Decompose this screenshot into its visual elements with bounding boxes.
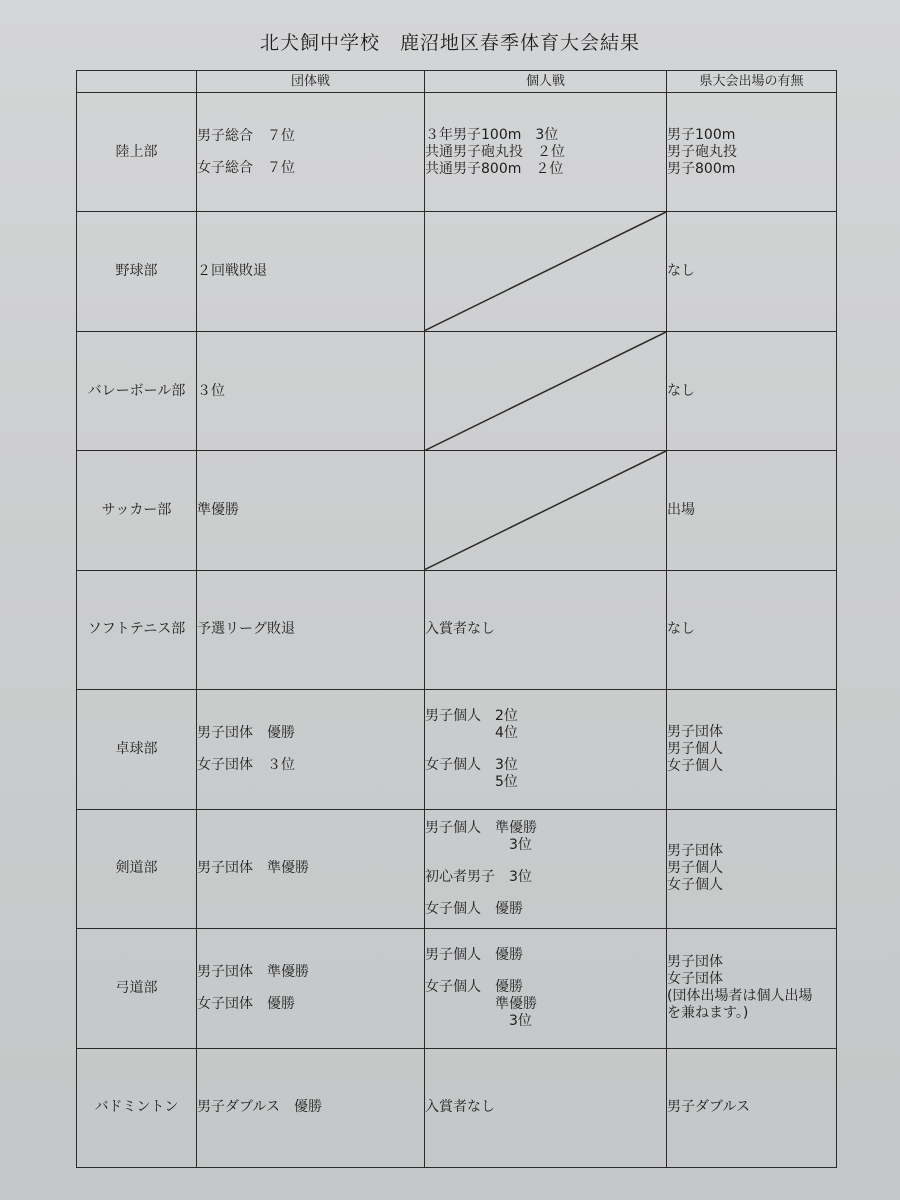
- cell-line: 男子団体: [667, 723, 723, 740]
- page-title: 北犬飼中学校 鹿沼地区春季体育大会結果: [259, 32, 640, 54]
- cell-line: 3位: [425, 1012, 532, 1029]
- table-row: [77, 929, 837, 1048]
- header-individual: 個人戦: [425, 71, 667, 93]
- cell-line: 男子個人 優勝: [425, 946, 523, 963]
- line-gap: [425, 964, 666, 979]
- diagonal-slash: [425, 212, 666, 330]
- club-name: 弓道部: [77, 929, 197, 1048]
- cell-line: 準優勝: [425, 995, 537, 1012]
- club-name: 卓球部: [77, 690, 197, 809]
- header-row: [77, 71, 837, 93]
- cell-line: 男子総合 ７位: [197, 127, 295, 144]
- cell-line: 男子団体 準優勝: [197, 963, 309, 980]
- individual-result: [425, 929, 667, 1048]
- cell-line: 女子個人: [667, 877, 723, 894]
- line-gap: [197, 742, 424, 757]
- header-team: 団体戦: [197, 71, 425, 93]
- table-row: [77, 93, 837, 212]
- cell-line: 3位: [425, 836, 532, 853]
- line-gap: [425, 886, 666, 901]
- line-gap: [197, 145, 424, 160]
- results-table: [76, 70, 837, 1168]
- table-row: [77, 809, 837, 928]
- team-result: [197, 1048, 425, 1168]
- prefectural-entry: [667, 1048, 837, 1168]
- cell-line: 入賞者なし: [425, 621, 495, 638]
- slash-line: [425, 332, 666, 450]
- diagonal-slash: [425, 451, 666, 569]
- individual-result: [425, 570, 667, 689]
- cell-line: 女子団体: [667, 971, 723, 988]
- cell-line: 男子団体: [667, 843, 723, 860]
- table-row: [77, 570, 837, 689]
- header-prefectural: 県大会出場の有無: [667, 71, 837, 93]
- prefectural-entry: [667, 570, 837, 689]
- club-name: バドミントン: [77, 1048, 197, 1168]
- cell-line: 男子個人 2位: [425, 707, 518, 724]
- club-name: サッカー部: [77, 451, 197, 570]
- cell-line: なし: [667, 263, 695, 280]
- table-row: [77, 212, 837, 331]
- cell-line: 男子個人 準優勝: [425, 819, 537, 836]
- cell-line: 男子ダブルス: [667, 1099, 751, 1116]
- cell-line: 予選リーグ敗退: [197, 621, 295, 638]
- not-applicable-cell: [425, 451, 667, 570]
- cell-line: ３年男子100m 3位: [425, 126, 559, 143]
- cell-line: 女子団体 優勝: [197, 995, 295, 1012]
- cell-line: 5位: [425, 773, 518, 790]
- team-result: [197, 570, 425, 689]
- cell-line: なし: [667, 621, 695, 638]
- prefectural-entry: [667, 451, 837, 570]
- table-row: [77, 690, 837, 809]
- prefectural-entry: [667, 212, 837, 331]
- cell-line: 男子団体 優勝: [197, 724, 295, 741]
- individual-result: [425, 93, 667, 212]
- cell-line: 女子個人 優勝: [425, 978, 523, 995]
- slash-line: [425, 212, 666, 330]
- team-result: [197, 93, 425, 212]
- cell-line: 女子団体 ３位: [197, 756, 295, 773]
- team-result: [197, 690, 425, 809]
- cell-line: 男子800m: [667, 160, 736, 177]
- cell-line: 女子個人 3位: [425, 756, 518, 773]
- prefectural-entry: [667, 331, 837, 450]
- cell-line: 男子個人: [667, 740, 723, 757]
- cell-line: ２回戦敗退: [197, 263, 267, 280]
- table-row: [77, 331, 837, 450]
- cell-line: を兼ねます。): [667, 1005, 749, 1022]
- individual-result: [425, 809, 667, 928]
- cell-line: 入賞者なし: [425, 1099, 495, 1116]
- table-row: [77, 1048, 837, 1168]
- cell-line: 男子団体: [667, 954, 723, 971]
- cell-line: なし: [667, 382, 695, 399]
- cell-line: 男子個人: [667, 860, 723, 877]
- cell-line: 初心者男子 3位: [425, 868, 532, 885]
- cell-line: 男子砲丸投: [667, 143, 737, 160]
- prefectural-entry: [667, 809, 837, 928]
- cell-line: 共通男子砲丸投 ２位: [425, 143, 565, 160]
- cell-line: 準優勝: [197, 502, 239, 519]
- club-name: ソフトテニス部: [77, 570, 197, 689]
- team-result: [197, 331, 425, 450]
- team-result: [197, 212, 425, 331]
- individual-result: [425, 1048, 667, 1168]
- slash-line: [425, 451, 666, 569]
- cell-line: 女子総合 ７位: [197, 159, 295, 176]
- cell-line: 4位: [425, 724, 518, 741]
- table-row: [77, 451, 837, 570]
- not-applicable-cell: [425, 331, 667, 450]
- line-gap: [425, 742, 666, 757]
- club-name: 剣道部: [77, 809, 197, 928]
- cell-line: (団体出場者は個人出場: [667, 988, 813, 1005]
- team-result: [197, 451, 425, 570]
- cell-line: 男子ダブルス 優勝: [197, 1099, 323, 1116]
- not-applicable-cell: [425, 212, 667, 331]
- team-result: [197, 809, 425, 928]
- prefectural-entry: [667, 690, 837, 809]
- line-gap: [197, 981, 424, 996]
- header-club: [77, 71, 197, 93]
- cell-line: 共通男子800m ２位: [425, 160, 564, 177]
- team-result: [197, 929, 425, 1048]
- cell-line: 女子個人: [667, 757, 723, 774]
- prefectural-entry: [667, 93, 837, 212]
- cell-line: 出場: [667, 502, 695, 519]
- cell-line: 男子100m: [667, 126, 736, 143]
- individual-result: [425, 690, 667, 809]
- club-name: 陸上部: [77, 93, 197, 212]
- line-gap: [425, 854, 666, 869]
- club-name: バレーボール部: [77, 331, 197, 450]
- cell-line: 男子団体 準優勝: [197, 860, 309, 877]
- prefectural-entry: [667, 929, 837, 1048]
- club-name: 野球部: [77, 212, 197, 331]
- cell-line: ３位: [197, 382, 225, 399]
- cell-line: 女子個人 優勝: [425, 900, 523, 917]
- diagonal-slash: [425, 332, 666, 450]
